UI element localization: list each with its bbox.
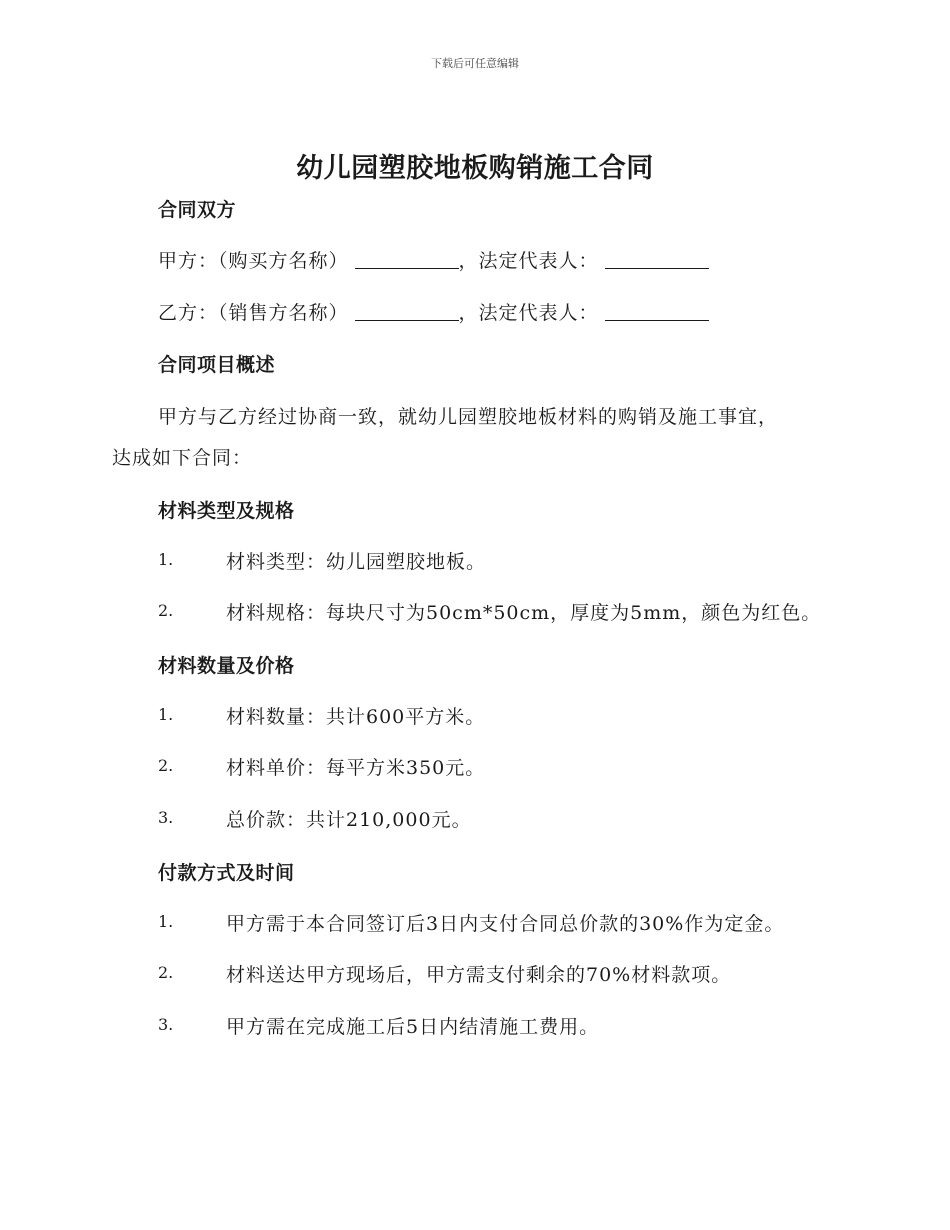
header-note: 下载后可任意编辑 bbox=[431, 57, 519, 70]
list-item-text: 总价款：共计210,000元。 bbox=[226, 809, 472, 831]
list-item-number: 2. bbox=[158, 756, 174, 775]
list-item-number: 3. bbox=[158, 808, 174, 827]
section-heading-parties: 合同双方 bbox=[158, 199, 237, 221]
party-a-label: 甲方：（购买方名称） bbox=[158, 250, 349, 272]
list-item-number: 2. bbox=[158, 601, 174, 620]
list-item-text: 材料数量：共计600平方米。 bbox=[226, 706, 486, 728]
list-item-text: 材料类型：幼儿园塑胶地板。 bbox=[226, 551, 487, 573]
party-b-name-blank bbox=[355, 302, 459, 321]
party-a-rep-label: ，法定代表人： bbox=[458, 250, 599, 272]
list-item-text: 甲方需于本合同签订后3日内支付合同总价款的30%作为定金。 bbox=[226, 913, 785, 935]
section-heading-overview: 合同项目概述 bbox=[158, 354, 276, 376]
section-heading-payment: 付款方式及时间 bbox=[158, 862, 295, 884]
overview-paragraph-line-1: 甲方与乙方经过协商一致，就幼儿园塑胶地板材料的购销及施工事宜， bbox=[158, 406, 779, 428]
list-item-text: 材料单价：每平方米350元。 bbox=[226, 757, 486, 779]
party-b-line bbox=[158, 298, 709, 325]
party-a-line bbox=[158, 246, 709, 273]
list-item-number: 1. bbox=[158, 550, 174, 569]
list-item-text: 材料送达甲方现场后，甲方需支付剩余的70%材料款项。 bbox=[226, 964, 732, 986]
section-heading-material-spec: 材料类型及规格 bbox=[158, 500, 295, 522]
document-title: 幼儿园塑胶地板购销施工合同 bbox=[296, 153, 654, 184]
party-a-rep-blank bbox=[605, 250, 709, 269]
list-item-number: 1. bbox=[158, 912, 174, 931]
list-item-text: 甲方需在完成施工后5日内结清施工费用。 bbox=[226, 1016, 600, 1038]
list-item-number: 3. bbox=[158, 1015, 174, 1034]
party-b-label: 乙方：（销售方名称） bbox=[158, 302, 349, 324]
party-b-rep-blank bbox=[605, 302, 709, 321]
party-b-rep-label: ，法定代表人： bbox=[458, 302, 599, 324]
overview-paragraph-line-2: 达成如下合同： bbox=[112, 447, 253, 469]
list-item-text: 材料规格：每块尺寸为50cm*50cm，厚度为5mm，颜色为红色。 bbox=[226, 602, 822, 624]
section-heading-quantity-price: 材料数量及价格 bbox=[158, 655, 295, 677]
list-item-number: 1. bbox=[158, 705, 174, 724]
party-a-name-blank bbox=[355, 250, 459, 269]
list-item-number: 2. bbox=[158, 963, 174, 982]
